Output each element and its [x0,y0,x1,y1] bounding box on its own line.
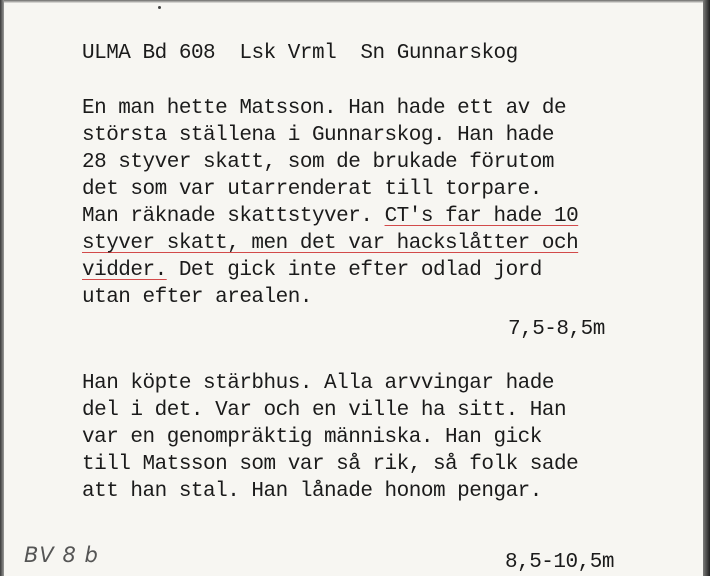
card-right-edge [703,0,710,576]
text-line-12: till Matsson som var så rik, så folk sade [82,453,579,476]
depth-marker-1: 7,5-8,5m [508,318,605,341]
parish: Sn Gunnarskog [360,42,518,65]
text-line-4: det som var utarrenderat till torpare. [82,178,542,201]
depth-marker-2: 8,5-10,5m [505,551,614,574]
card-top-edge [0,0,710,3]
text-line-8: utan efter arealen. [82,286,312,309]
text-line-10: del i det. Var och en ville ha sitt. Han [82,399,567,422]
province: Lsk Vrml [239,42,337,65]
dust-speck [158,6,161,9]
pencil-annotation: BV 8 b [24,543,99,567]
text-line-13: att han stal. Han lånade honom pengar. [82,480,542,503]
volume-number: Bd 608 [142,42,216,65]
text-line-5-plain: Man räknade skattstyver. [82,205,385,228]
archive-code: ULMA [82,42,131,65]
text-line-11: var en genompräktig människa. Han gick [82,426,542,449]
text-line-7 [82,257,542,284]
card-header [82,40,518,67]
text-line-1: En man hette Matsson. Han hade ett av de [82,97,567,120]
text-line-5 [82,203,578,230]
red-underlined-text: CT's far hade 10 [384,205,579,228]
text-line-2: största ställena i Gunnarskog. Han hade [82,124,554,147]
text-line-6: styver skatt, men det var hackslåtter och [82,232,579,255]
text-line-3: 28 styver skatt, som de brukade förutom [82,151,554,174]
text-line-7-rest: Det gick inte efter odlad jord [166,259,542,282]
red-underlined-text: vidder. [82,259,167,282]
text-line-9: Han köpte stärbhus. Alla arvvingar hade [82,372,554,395]
card-left-edge [0,0,4,576]
